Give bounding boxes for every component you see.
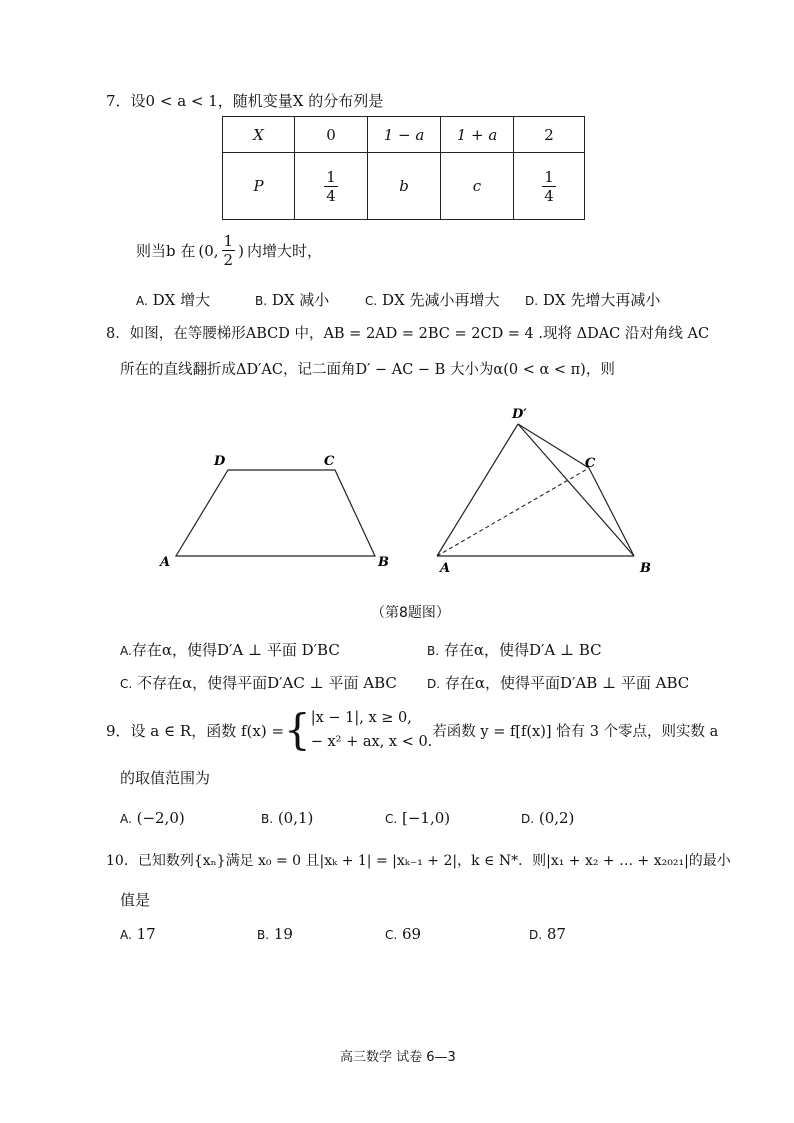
q10-option-b: B. 19 bbox=[257, 925, 293, 943]
condition-suffix: 内增大时， bbox=[246, 242, 322, 260]
label-B: B bbox=[378, 555, 389, 570]
q10-line2: 值是 bbox=[120, 891, 151, 909]
condition-prefix: 则当b 在 bbox=[136, 242, 196, 260]
q9-option-d: D. (0,2) bbox=[521, 809, 575, 827]
q9-stem bbox=[106, 702, 718, 758]
q8-line2: 所在的直线翻折成ΔD′AC，记二面角D′ − AC − B 大小为α(0 < α < π)，则 bbox=[120, 362, 615, 378]
q8-option-b: B. 存在α，使得D′A ⊥ BC bbox=[427, 641, 602, 659]
piecewise-case-1: |x − 1|, x ≥ 0, bbox=[310, 710, 412, 726]
fraction-numerator: 1 bbox=[326, 167, 336, 186]
table-header-cell: 0 bbox=[295, 117, 368, 153]
q7-stem: 7．设0 < a < 1，随机变量X 的分布列是 bbox=[106, 92, 384, 110]
q8-option-c: C. 不存在α，使得平面D′AC ⊥ 平面 ABC bbox=[120, 674, 397, 692]
q7-option-c: C. DX 先减小再增大 bbox=[365, 291, 500, 309]
table-cell: b bbox=[368, 153, 441, 220]
label-D: D bbox=[214, 454, 226, 469]
fraction-denominator: 4 bbox=[544, 186, 554, 205]
q8-option-d: D. 存在α，使得平面D′AB ⊥ 平面 ABC bbox=[427, 674, 690, 692]
piecewise-cases bbox=[311, 706, 433, 754]
trapezoid-figure bbox=[158, 454, 389, 570]
label-A: A bbox=[440, 561, 451, 576]
q10-option-c: C. 69 bbox=[385, 925, 422, 943]
piecewise-case-2: − x² + ax, x < 0. bbox=[310, 734, 433, 750]
label-D-prime: D′ bbox=[512, 407, 527, 422]
table-row-label: P bbox=[223, 153, 295, 220]
q9-option-b: B. (0,1) bbox=[261, 809, 314, 827]
tetrahedron-figure bbox=[437, 407, 651, 576]
label-C: C bbox=[324, 454, 335, 469]
table-header-cell: X bbox=[223, 117, 295, 153]
piecewise-brace: { bbox=[284, 705, 311, 754]
q8-line1: 8．如图，在等腰梯形ABCD 中，AB = 2AD = 2BC = 2CD = 4 .现将 ΔDAC 沿对角线 AC bbox=[106, 326, 710, 342]
label-C: C bbox=[585, 456, 596, 471]
q8-figure-caption: （第8题图） bbox=[371, 605, 450, 621]
condition-interval-right: ) bbox=[238, 241, 244, 260]
table-header-cell: 1 + a bbox=[441, 117, 514, 153]
q10-option-d: D. 87 bbox=[529, 925, 566, 943]
q7-option-b: B. DX 减小 bbox=[255, 291, 330, 309]
q9-suffix: 若函数 y = f[f(x)] 恰有 3 个零点，则实数 a bbox=[432, 723, 719, 740]
q7-option-d: D. DX 先增大再减小 bbox=[525, 291, 661, 309]
table-header-cell: 1 − a bbox=[368, 117, 441, 153]
q10-option-a: A. 17 bbox=[120, 925, 156, 943]
q9-option-a: A. (−2,0) bbox=[120, 809, 185, 827]
q9-line2: 的取值范围为 bbox=[120, 769, 211, 787]
q7-option-a: A. DX 增大 bbox=[136, 291, 211, 309]
fraction-denominator: 2 bbox=[223, 251, 234, 269]
q8-option-a: A.存在α，使得D′A ⊥ 平面 D′BC bbox=[120, 641, 340, 659]
fraction-numerator: 1 bbox=[223, 232, 234, 250]
label-B: B bbox=[640, 561, 651, 576]
table-header-cell: 2 bbox=[514, 117, 585, 153]
page-footer: 高三数学 试卷 6—3 bbox=[340, 1050, 456, 1065]
q10-line1: 10．已知数列{xₙ}满足 x₀ = 0 且|xₖ + 1| = |xₖ₋₁ + 2|，k ∈ N*．则|x₁ + x₂ + … + x₂₀₂₁|的最小 bbox=[106, 853, 731, 869]
fraction-numerator: 1 bbox=[544, 167, 554, 186]
condition-interval-left: (0, bbox=[198, 241, 219, 260]
table-cell: c bbox=[441, 153, 514, 220]
q9-prefix: 9．设 a ∈ R，函数 f(x) = bbox=[106, 721, 285, 740]
q9-option-c: C. [−1,0) bbox=[385, 809, 451, 827]
label-A: A bbox=[160, 555, 171, 570]
fraction-denominator: 4 bbox=[326, 186, 336, 205]
